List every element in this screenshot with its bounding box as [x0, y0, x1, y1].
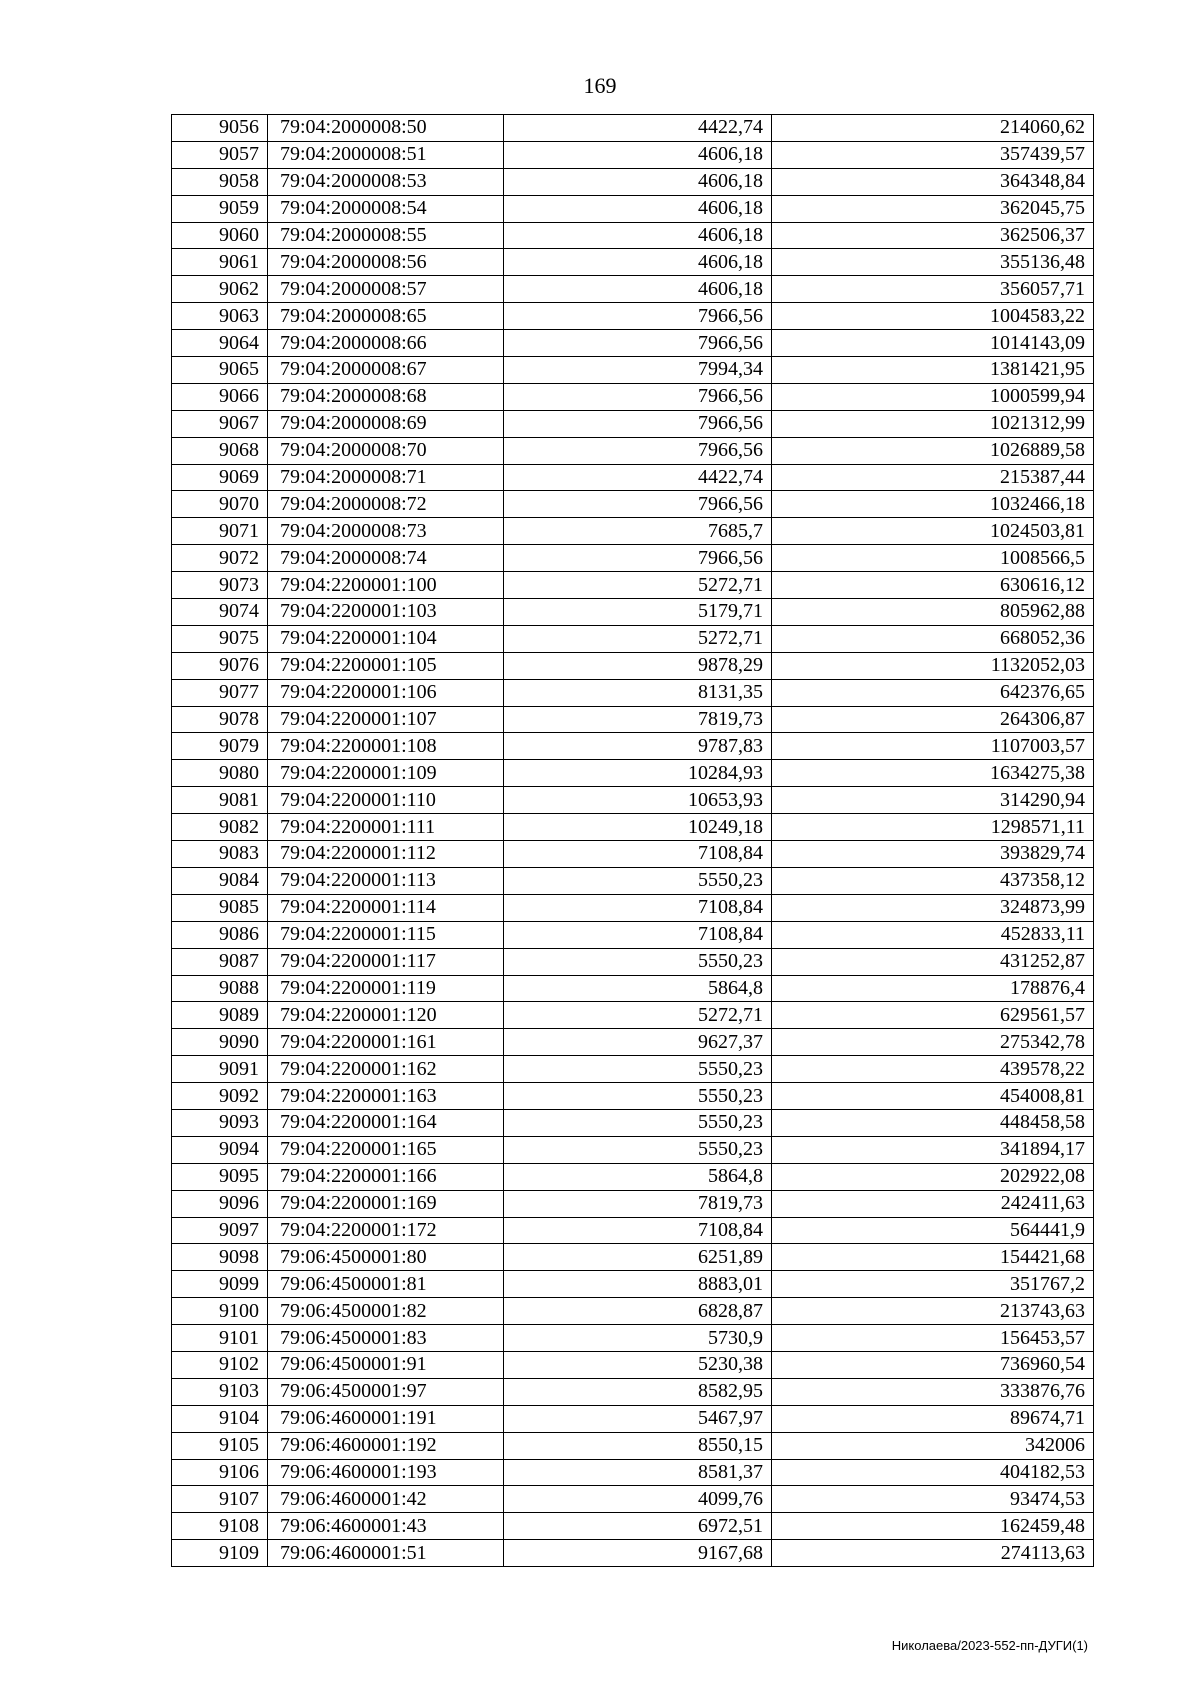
row-number-cell: 9107 — [172, 1486, 268, 1513]
value-cell: 93474,53 — [772, 1486, 1094, 1513]
value-cell: 1014143,09 — [772, 330, 1094, 357]
cadastral-number-cell: 79:04:2000008:66 — [268, 330, 504, 357]
area-cell: 8131,35 — [504, 679, 772, 706]
table-row — [172, 545, 1094, 572]
cadastral-number-cell: 79:04:2000008:65 — [268, 303, 504, 330]
table-row — [172, 303, 1094, 330]
area-cell: 7966,56 — [504, 383, 772, 410]
value-cell: 364348,84 — [772, 168, 1094, 195]
table-row — [172, 1378, 1094, 1405]
table-row — [172, 706, 1094, 733]
area-cell: 4606,18 — [504, 222, 772, 249]
cadastral-number-cell: 79:04:2200001:106 — [268, 679, 504, 706]
row-number-cell: 9075 — [172, 625, 268, 652]
row-number-cell: 9069 — [172, 464, 268, 491]
value-cell: 404182,53 — [772, 1459, 1094, 1486]
row-number-cell: 9096 — [172, 1190, 268, 1217]
value-cell: 1026889,58 — [772, 437, 1094, 464]
row-number-cell: 9089 — [172, 1002, 268, 1029]
cadastral-number-cell: 79:04:2200001:107 — [268, 706, 504, 733]
row-number-cell: 9099 — [172, 1271, 268, 1298]
value-cell: 1107003,57 — [772, 733, 1094, 760]
cadastral-number-cell: 79:06:4500001:83 — [268, 1325, 504, 1352]
table-row — [172, 599, 1094, 626]
area-cell: 5550,23 — [504, 1056, 772, 1083]
area-cell: 5272,71 — [504, 572, 772, 599]
area-cell: 7966,56 — [504, 303, 772, 330]
row-number-cell: 9104 — [172, 1405, 268, 1432]
table-row — [172, 1190, 1094, 1217]
row-number-cell: 9100 — [172, 1298, 268, 1325]
value-cell: 154421,68 — [772, 1244, 1094, 1271]
value-cell: 156453,57 — [772, 1325, 1094, 1352]
area-cell: 7819,73 — [504, 1190, 772, 1217]
row-number-cell: 9066 — [172, 383, 268, 410]
cadastral-number-cell: 79:04:2200001:166 — [268, 1163, 504, 1190]
row-number-cell: 9081 — [172, 787, 268, 814]
value-cell: 1634275,38 — [772, 760, 1094, 787]
area-cell: 5272,71 — [504, 625, 772, 652]
cadastral-number-cell: 79:06:4600001:42 — [268, 1486, 504, 1513]
table-row — [172, 222, 1094, 249]
cadastral-number-cell: 79:04:2200001:162 — [268, 1056, 504, 1083]
value-cell: 1298571,11 — [772, 814, 1094, 841]
area-cell: 5272,71 — [504, 1002, 772, 1029]
value-cell: 275342,78 — [772, 1029, 1094, 1056]
area-cell: 5550,23 — [504, 867, 772, 894]
table-row — [172, 867, 1094, 894]
area-cell: 4606,18 — [504, 141, 772, 168]
document-footer-id: Николаева/2023-552-пп-ДУГИ(1) — [891, 1638, 1088, 1653]
row-number-cell: 9092 — [172, 1083, 268, 1110]
value-cell: 629561,57 — [772, 1002, 1094, 1029]
registry-table-body — [172, 115, 1094, 1567]
row-number-cell: 9095 — [172, 1163, 268, 1190]
area-cell: 7108,84 — [504, 1217, 772, 1244]
cadastral-number-cell: 79:04:2200001:108 — [268, 733, 504, 760]
area-cell: 6251,89 — [504, 1244, 772, 1271]
cadastral-number-cell: 79:04:2200001:161 — [268, 1029, 504, 1056]
row-number-cell: 9087 — [172, 948, 268, 975]
table-row — [172, 1109, 1094, 1136]
cadastral-number-cell: 79:04:2000008:53 — [268, 168, 504, 195]
cadastral-number-cell: 79:04:2200001:113 — [268, 867, 504, 894]
table-row — [172, 1325, 1094, 1352]
area-cell: 8550,15 — [504, 1432, 772, 1459]
area-cell: 4606,18 — [504, 195, 772, 222]
row-number-cell: 9080 — [172, 760, 268, 787]
table-row — [172, 841, 1094, 868]
value-cell: 351767,2 — [772, 1271, 1094, 1298]
value-cell: 805962,88 — [772, 599, 1094, 626]
cadastral-number-cell: 79:06:4600001:51 — [268, 1540, 504, 1567]
area-cell: 7108,84 — [504, 894, 772, 921]
cadastral-number-cell: 79:04:2200001:114 — [268, 894, 504, 921]
area-cell: 5550,23 — [504, 948, 772, 975]
area-cell: 10653,93 — [504, 787, 772, 814]
row-number-cell: 9093 — [172, 1109, 268, 1136]
table-row — [172, 948, 1094, 975]
cadastral-number-cell: 79:04:2200001:112 — [268, 841, 504, 868]
table-row — [172, 1459, 1094, 1486]
area-cell: 5179,71 — [504, 599, 772, 626]
cadastral-number-cell: 79:04:2200001:109 — [268, 760, 504, 787]
table-row — [172, 249, 1094, 276]
value-cell: 342006 — [772, 1432, 1094, 1459]
cadastral-number-cell: 79:04:2200001:104 — [268, 625, 504, 652]
table-row — [172, 1432, 1094, 1459]
table-row — [172, 975, 1094, 1002]
cadastral-number-cell: 79:04:2200001:119 — [268, 975, 504, 1002]
row-number-cell: 9065 — [172, 357, 268, 384]
table-row — [172, 168, 1094, 195]
cadastral-number-cell: 79:04:2000008:54 — [268, 195, 504, 222]
cadastral-number-cell: 79:04:2200001:100 — [268, 572, 504, 599]
table-row — [172, 679, 1094, 706]
row-number-cell: 9076 — [172, 652, 268, 679]
value-cell: 452833,11 — [772, 921, 1094, 948]
area-cell: 5864,8 — [504, 1163, 772, 1190]
area-cell: 5864,8 — [504, 975, 772, 1002]
cadastral-number-cell: 79:04:2000008:72 — [268, 491, 504, 518]
area-cell: 5550,23 — [504, 1136, 772, 1163]
value-cell: 668052,36 — [772, 625, 1094, 652]
area-cell: 7994,34 — [504, 357, 772, 384]
row-number-cell: 9103 — [172, 1378, 268, 1405]
row-number-cell: 9071 — [172, 518, 268, 545]
value-cell: 162459,48 — [772, 1513, 1094, 1540]
page-number: 169 — [583, 73, 617, 98]
value-cell: 362045,75 — [772, 195, 1094, 222]
table-row — [172, 1163, 1094, 1190]
table-row — [172, 1405, 1094, 1432]
value-cell: 439578,22 — [772, 1056, 1094, 1083]
table-row — [172, 1271, 1094, 1298]
area-cell: 7966,56 — [504, 437, 772, 464]
table-row — [172, 733, 1094, 760]
cadastral-number-cell: 79:04:2200001:110 — [268, 787, 504, 814]
cadastral-number-cell: 79:04:2000008:67 — [268, 357, 504, 384]
row-number-cell: 9064 — [172, 330, 268, 357]
area-cell: 7685,7 — [504, 518, 772, 545]
table-row — [172, 1298, 1094, 1325]
row-number-cell: 9057 — [172, 141, 268, 168]
table-row — [172, 894, 1094, 921]
row-number-cell: 9091 — [172, 1056, 268, 1083]
area-cell: 7108,84 — [504, 921, 772, 948]
area-cell: 7108,84 — [504, 841, 772, 868]
area-cell: 4099,76 — [504, 1486, 772, 1513]
cadastral-number-cell: 79:04:2000008:71 — [268, 464, 504, 491]
area-cell: 5230,38 — [504, 1351, 772, 1378]
area-cell: 10284,93 — [504, 760, 772, 787]
area-cell: 9167,68 — [504, 1540, 772, 1567]
value-cell: 393829,74 — [772, 841, 1094, 868]
area-cell: 6828,87 — [504, 1298, 772, 1325]
row-number-cell: 9085 — [172, 894, 268, 921]
table-row — [172, 1244, 1094, 1271]
cadastral-number-cell: 79:04:2200001:120 — [268, 1002, 504, 1029]
cadastral-number-cell: 79:04:2000008:74 — [268, 545, 504, 572]
area-cell: 4606,18 — [504, 249, 772, 276]
value-cell: 1021312,99 — [772, 410, 1094, 437]
row-number-cell: 9068 — [172, 437, 268, 464]
row-number-cell: 9070 — [172, 491, 268, 518]
row-number-cell: 9062 — [172, 276, 268, 303]
area-cell: 7966,56 — [504, 491, 772, 518]
row-number-cell: 9101 — [172, 1325, 268, 1352]
table-row — [172, 572, 1094, 599]
cadastral-number-cell: 79:06:4600001:193 — [268, 1459, 504, 1486]
cadastral-number-cell: 79:04:2000008:73 — [268, 518, 504, 545]
cadastral-number-cell: 79:04:2200001:105 — [268, 652, 504, 679]
area-cell: 5467,97 — [504, 1405, 772, 1432]
row-number-cell: 9078 — [172, 706, 268, 733]
row-number-cell: 9105 — [172, 1432, 268, 1459]
row-number-cell: 9102 — [172, 1351, 268, 1378]
row-number-cell: 9088 — [172, 975, 268, 1002]
value-cell: 242411,63 — [772, 1190, 1094, 1217]
row-number-cell: 9059 — [172, 195, 268, 222]
value-cell: 1132052,03 — [772, 652, 1094, 679]
table-row — [172, 115, 1094, 142]
row-number-cell: 9098 — [172, 1244, 268, 1271]
table-row — [172, 1136, 1094, 1163]
row-number-cell: 9083 — [172, 841, 268, 868]
table-row — [172, 464, 1094, 491]
area-cell: 10249,18 — [504, 814, 772, 841]
cadastral-number-cell: 79:04:2000008:51 — [268, 141, 504, 168]
table-row — [172, 1029, 1094, 1056]
cadastral-number-cell: 79:04:2200001:164 — [268, 1109, 504, 1136]
value-cell: 264306,87 — [772, 706, 1094, 733]
cadastral-number-cell: 79:04:2200001:115 — [268, 921, 504, 948]
row-number-cell: 9067 — [172, 410, 268, 437]
row-number-cell: 9058 — [172, 168, 268, 195]
row-number-cell: 9056 — [172, 115, 268, 142]
registry-table — [171, 114, 1094, 1567]
value-cell: 454008,81 — [772, 1083, 1094, 1110]
area-cell: 4606,18 — [504, 276, 772, 303]
table-row — [172, 357, 1094, 384]
value-cell: 736960,54 — [772, 1351, 1094, 1378]
area-cell: 7819,73 — [504, 706, 772, 733]
value-cell: 437358,12 — [772, 867, 1094, 894]
table-row — [172, 437, 1094, 464]
area-cell: 9627,37 — [504, 1029, 772, 1056]
value-cell: 564441,9 — [772, 1217, 1094, 1244]
table-row — [172, 814, 1094, 841]
area-cell: 5730,9 — [504, 1325, 772, 1352]
cadastral-number-cell: 79:06:4600001:191 — [268, 1405, 504, 1432]
cadastral-number-cell: 79:04:2000008:68 — [268, 383, 504, 410]
cadastral-number-cell: 79:06:4500001:82 — [268, 1298, 504, 1325]
value-cell: 1004583,22 — [772, 303, 1094, 330]
area-cell: 7966,56 — [504, 545, 772, 572]
value-cell: 431252,87 — [772, 948, 1094, 975]
value-cell: 341894,17 — [772, 1136, 1094, 1163]
area-cell: 5550,23 — [504, 1109, 772, 1136]
row-number-cell: 9077 — [172, 679, 268, 706]
row-number-cell: 9086 — [172, 921, 268, 948]
area-cell: 5550,23 — [504, 1083, 772, 1110]
row-number-cell: 9094 — [172, 1136, 268, 1163]
table-row — [172, 1351, 1094, 1378]
table-row — [172, 518, 1094, 545]
value-cell: 215387,44 — [772, 464, 1094, 491]
cadastral-number-cell: 79:04:2200001:165 — [268, 1136, 504, 1163]
area-cell: 4606,18 — [504, 168, 772, 195]
value-cell: 642376,65 — [772, 679, 1094, 706]
row-number-cell: 9082 — [172, 814, 268, 841]
value-cell: 324873,99 — [772, 894, 1094, 921]
area-cell: 8582,95 — [504, 1378, 772, 1405]
area-cell: 4422,74 — [504, 115, 772, 142]
area-cell: 7966,56 — [504, 410, 772, 437]
cadastral-number-cell: 79:04:2000008:55 — [268, 222, 504, 249]
value-cell: 1008566,5 — [772, 545, 1094, 572]
row-number-cell: 9072 — [172, 545, 268, 572]
table-row — [172, 652, 1094, 679]
cadastral-number-cell: 79:04:2200001:111 — [268, 814, 504, 841]
area-cell: 4422,74 — [504, 464, 772, 491]
value-cell: 630616,12 — [772, 572, 1094, 599]
row-number-cell: 9073 — [172, 572, 268, 599]
cadastral-number-cell: 79:04:2000008:69 — [268, 410, 504, 437]
cadastral-number-cell: 79:06:4500001:80 — [268, 1244, 504, 1271]
cadastral-number-cell: 79:04:2000008:57 — [268, 276, 504, 303]
value-cell: 357439,57 — [772, 141, 1094, 168]
value-cell: 362506,37 — [772, 222, 1094, 249]
table-row — [172, 1486, 1094, 1513]
cadastral-number-cell: 79:06:4600001:192 — [268, 1432, 504, 1459]
table-row — [172, 760, 1094, 787]
value-cell: 214060,62 — [772, 115, 1094, 142]
table-row — [172, 141, 1094, 168]
area-cell: 8883,01 — [504, 1271, 772, 1298]
table-row — [172, 921, 1094, 948]
table-row — [172, 276, 1094, 303]
row-number-cell: 9108 — [172, 1513, 268, 1540]
value-cell: 1000599,94 — [772, 383, 1094, 410]
row-number-cell: 9097 — [172, 1217, 268, 1244]
cadastral-number-cell: 79:04:2200001:169 — [268, 1190, 504, 1217]
cadastral-number-cell: 79:04:2200001:163 — [268, 1083, 504, 1110]
value-cell: 448458,58 — [772, 1109, 1094, 1136]
area-cell: 7966,56 — [504, 330, 772, 357]
value-cell: 333876,76 — [772, 1378, 1094, 1405]
row-number-cell: 9060 — [172, 222, 268, 249]
table-row — [172, 787, 1094, 814]
table-row — [172, 1002, 1094, 1029]
area-cell: 6972,51 — [504, 1513, 772, 1540]
table-row — [172, 1540, 1094, 1567]
value-cell: 1024503,81 — [772, 518, 1094, 545]
table-row — [172, 330, 1094, 357]
area-cell: 9878,29 — [504, 652, 772, 679]
row-number-cell: 9084 — [172, 867, 268, 894]
row-number-cell: 9079 — [172, 733, 268, 760]
value-cell: 89674,71 — [772, 1405, 1094, 1432]
table-row — [172, 1217, 1094, 1244]
table-row — [172, 491, 1094, 518]
table-row — [172, 625, 1094, 652]
table-row — [172, 410, 1094, 437]
value-cell: 1381421,95 — [772, 357, 1094, 384]
cadastral-number-cell: 79:06:4500001:91 — [268, 1351, 504, 1378]
table-row — [172, 1083, 1094, 1110]
value-cell: 314290,94 — [772, 787, 1094, 814]
area-cell: 9787,83 — [504, 733, 772, 760]
table-row — [172, 1056, 1094, 1083]
cadastral-number-cell: 79:04:2200001:103 — [268, 599, 504, 626]
cadastral-number-cell: 79:04:2000008:50 — [268, 115, 504, 142]
cadastral-number-cell: 79:04:2200001:172 — [268, 1217, 504, 1244]
table-row — [172, 195, 1094, 222]
row-number-cell: 9109 — [172, 1540, 268, 1567]
row-number-cell: 9074 — [172, 599, 268, 626]
value-cell: 213743,63 — [772, 1298, 1094, 1325]
value-cell: 356057,71 — [772, 276, 1094, 303]
cadastral-number-cell: 79:06:4600001:43 — [268, 1513, 504, 1540]
row-number-cell: 9106 — [172, 1459, 268, 1486]
value-cell: 274113,63 — [772, 1540, 1094, 1567]
table-row — [172, 383, 1094, 410]
table-row — [172, 1513, 1094, 1540]
row-number-cell: 9063 — [172, 303, 268, 330]
row-number-cell: 9061 — [172, 249, 268, 276]
cadastral-number-cell: 79:06:4500001:97 — [268, 1378, 504, 1405]
value-cell: 355136,48 — [772, 249, 1094, 276]
row-number-cell: 9090 — [172, 1029, 268, 1056]
value-cell: 1032466,18 — [772, 491, 1094, 518]
cadastral-number-cell: 79:04:2000008:70 — [268, 437, 504, 464]
value-cell: 178876,4 — [772, 975, 1094, 1002]
value-cell: 202922,08 — [772, 1163, 1094, 1190]
cadastral-number-cell: 79:04:2000008:56 — [268, 249, 504, 276]
cadastral-number-cell: 79:04:2200001:117 — [268, 948, 504, 975]
area-cell: 8581,37 — [504, 1459, 772, 1486]
cadastral-number-cell: 79:06:4500001:81 — [268, 1271, 504, 1298]
